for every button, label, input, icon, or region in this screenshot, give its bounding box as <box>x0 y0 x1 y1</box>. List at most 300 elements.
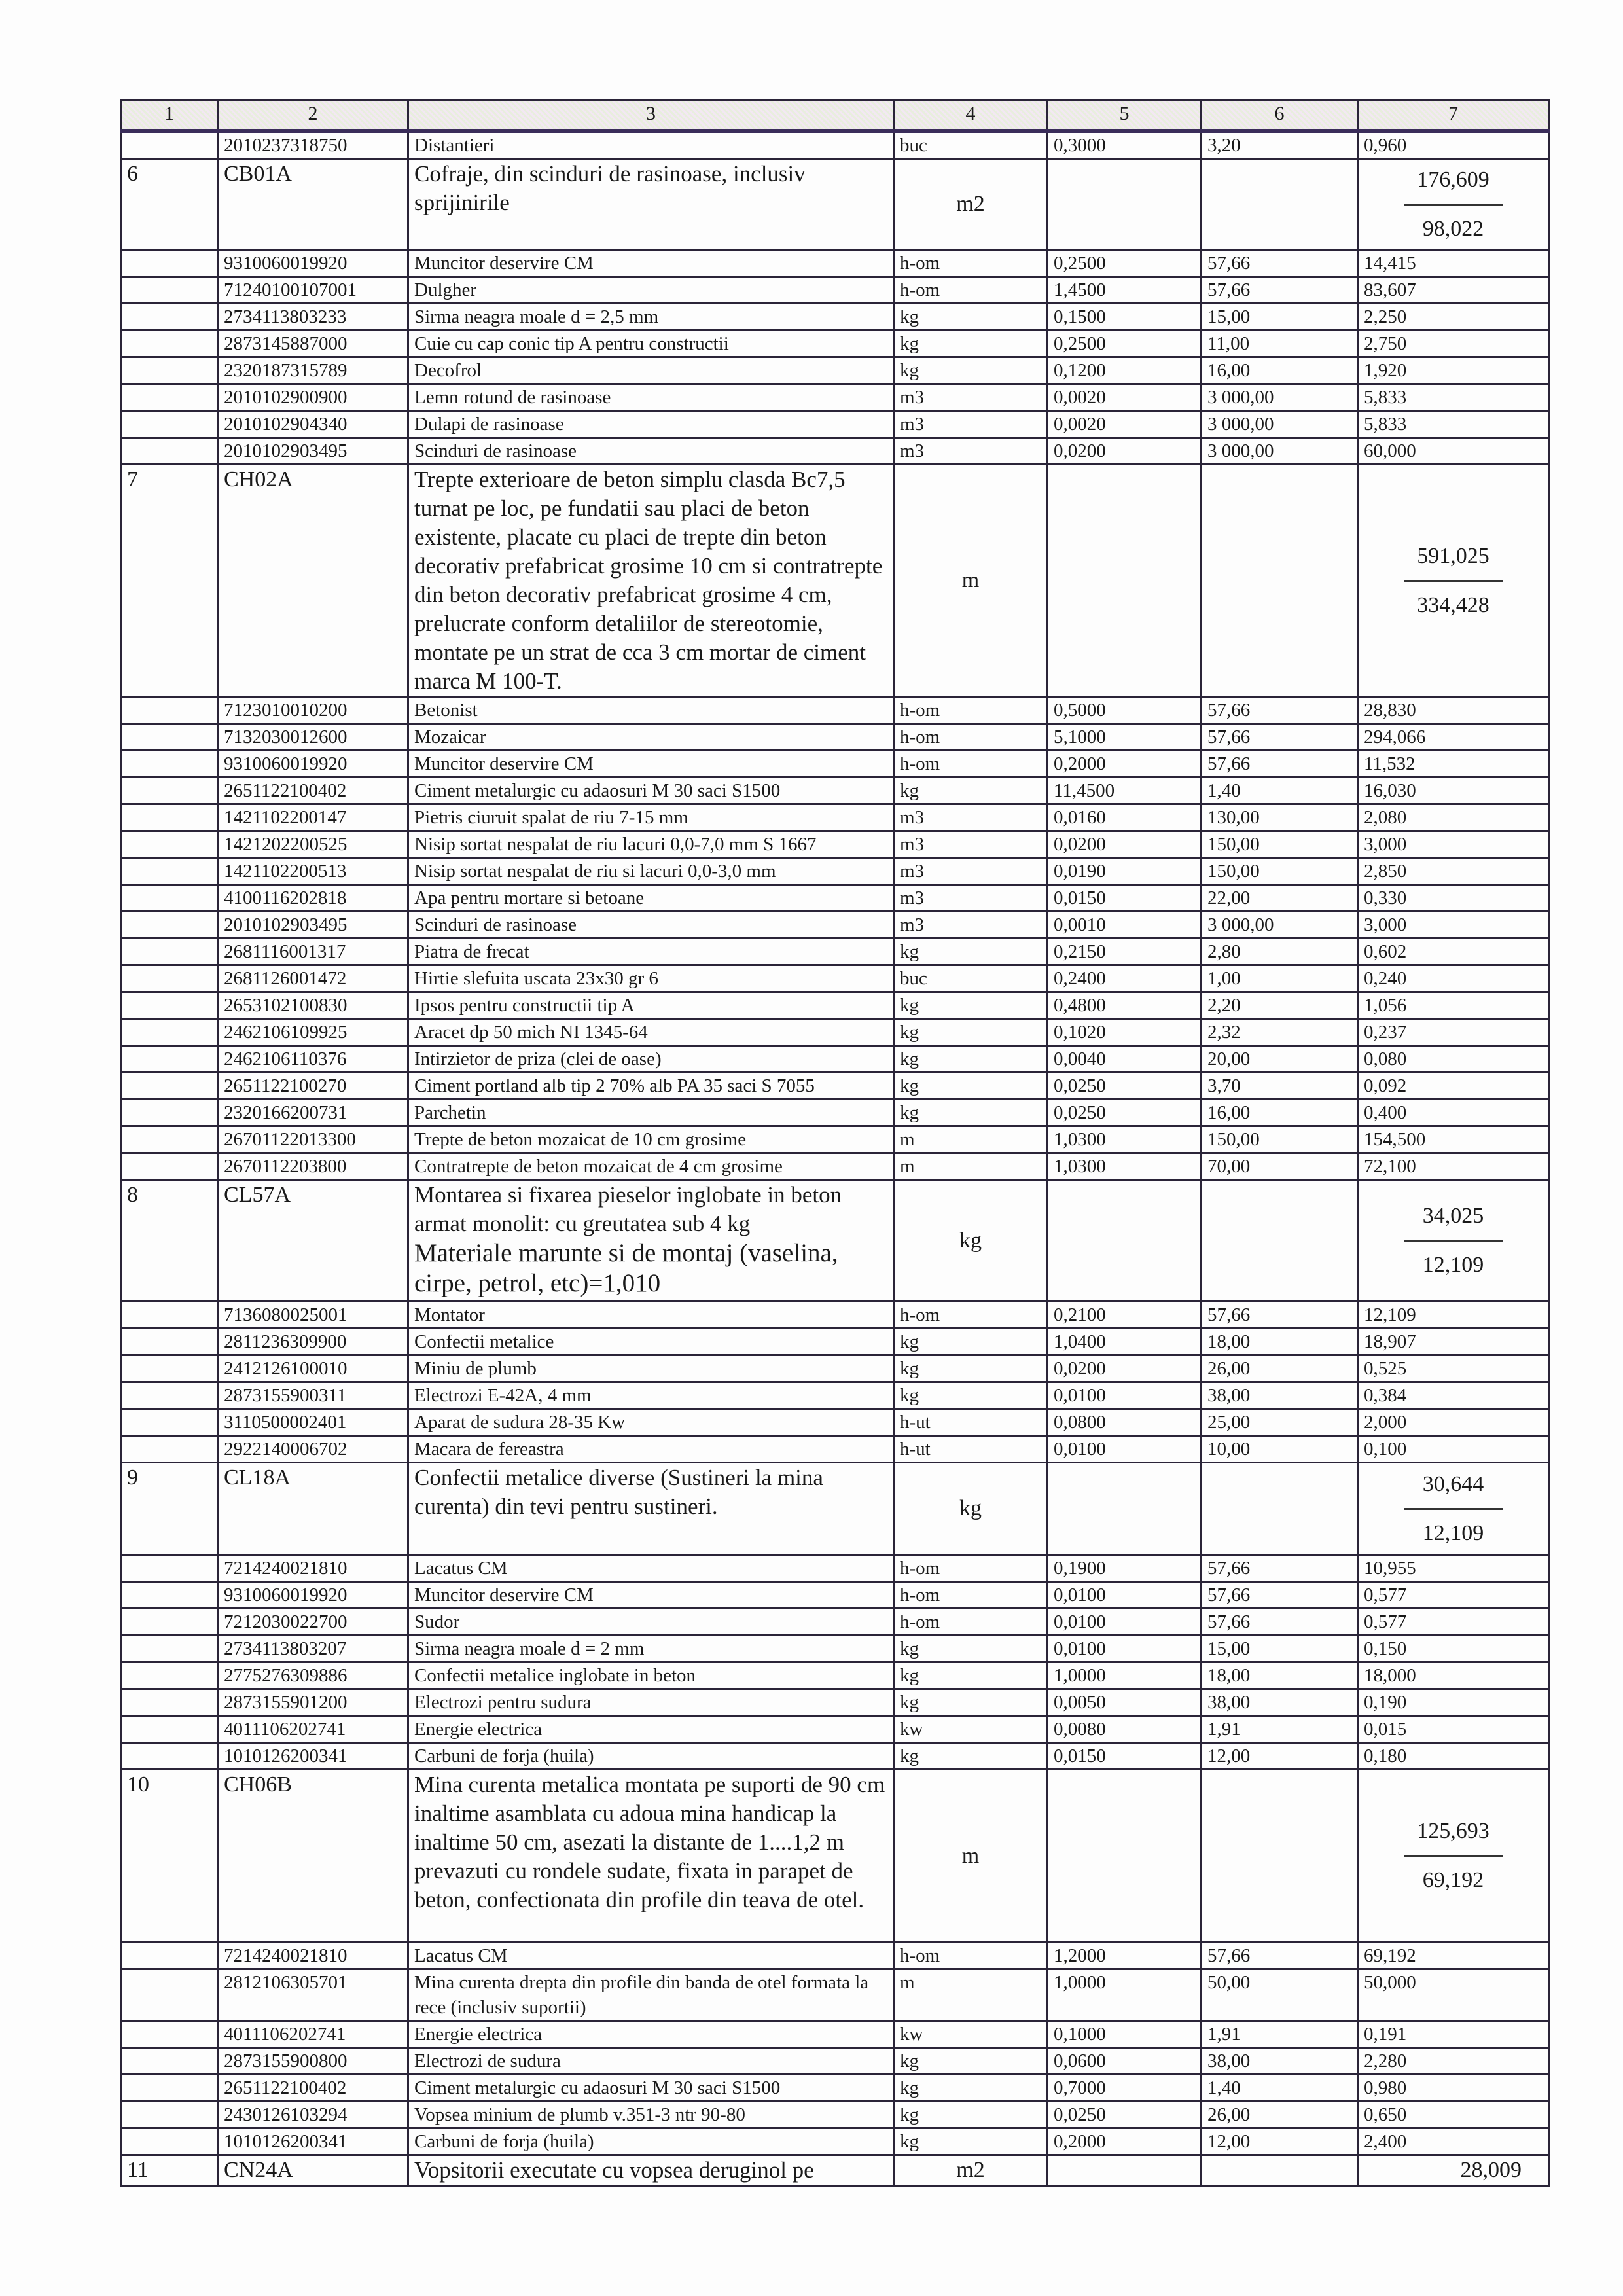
resource-value: 0,525 <box>1358 1355 1549 1382</box>
resource-description: Dulapi de rasinoase <box>408 411 894 438</box>
resource-row <box>121 131 1549 159</box>
resource-quantity: 0,0020 <box>1048 384 1202 411</box>
resource-unit: m3 <box>894 912 1048 939</box>
resource-quantity: 0,2000 <box>1048 751 1202 778</box>
item-total-top: 176,609 <box>1417 167 1489 192</box>
resource-quantity: 1,0000 <box>1048 1969 1202 2021</box>
empty-cell <box>121 2075 218 2102</box>
resource-row <box>121 1436 1549 1463</box>
resource-description: Ciment metalurgic cu adaosuri M 30 saci S1500 <box>408 2075 894 2102</box>
empty-cell <box>121 2048 218 2075</box>
resource-row <box>121 2048 1549 2075</box>
item-description <box>408 1180 894 1302</box>
resource-description: Apa pentru mortare si betoane <box>408 885 894 912</box>
resource-row <box>121 1126 1549 1153</box>
resource-row <box>121 2102 1549 2128</box>
resource-row <box>121 277 1549 304</box>
resource-quantity: 0,0250 <box>1048 1073 1202 1100</box>
resource-code: 1010126200341 <box>218 2128 408 2155</box>
resource-value: 0,577 <box>1358 1582 1549 1609</box>
empty-cell <box>121 1126 218 1153</box>
empty-cell <box>121 1943 218 1969</box>
resource-price: 20,00 <box>1202 1046 1358 1073</box>
resource-quantity: 1,0300 <box>1048 1126 1202 1153</box>
resource-unit: kg <box>894 939 1048 965</box>
resource-description: Intirzietor de priza (clei de oase) <box>408 1046 894 1073</box>
resource-row <box>121 1100 1549 1126</box>
fraction-line <box>1404 204 1503 206</box>
resource-row <box>121 1019 1549 1046</box>
item-total-bottom: 334,428 <box>1417 592 1489 617</box>
resource-row <box>121 304 1549 331</box>
empty-cell <box>121 1555 218 1582</box>
empty-cell <box>121 384 218 411</box>
resource-price: 16,00 <box>1202 357 1358 384</box>
empty-cell <box>121 778 218 804</box>
item-number: 10 <box>121 1770 218 1943</box>
empty-cell <box>121 131 218 159</box>
resource-row <box>121 411 1549 438</box>
item-total-bottom: 98,022 <box>1422 216 1484 241</box>
item-total-top: 30,644 <box>1422 1471 1484 1496</box>
resource-price: 2,80 <box>1202 939 1358 965</box>
resource-price: 25,00 <box>1202 1409 1358 1436</box>
resource-unit: kg <box>894 2128 1048 2155</box>
work-item-row <box>121 2155 1549 2186</box>
resource-description: Ciment metalurgic cu adaosuri M 30 saci S1500 <box>408 778 894 804</box>
resource-quantity: 0,1900 <box>1048 1555 1202 1582</box>
empty-cell <box>121 2128 218 2155</box>
empty-cell <box>121 804 218 831</box>
item-total-bottom: 12,109 <box>1422 1520 1484 1545</box>
item-qty-empty <box>1048 1180 1202 1302</box>
empty-cell <box>121 1689 218 1716</box>
resource-quantity: 0,2100 <box>1048 1302 1202 1329</box>
resource-code: 1421202200525 <box>218 831 408 858</box>
resource-price: 15,00 <box>1202 1636 1358 1662</box>
resource-unit: kg <box>894 2075 1048 2102</box>
resource-description: Betonist <box>408 697 894 724</box>
resource-description: Mozaicar <box>408 724 894 751</box>
resource-quantity: 0,0100 <box>1048 1436 1202 1463</box>
resource-quantity: 1,0000 <box>1048 1662 1202 1689</box>
resource-code: 1421102200513 <box>218 858 408 885</box>
resource-price: 57,66 <box>1202 1582 1358 1609</box>
resource-price: 70,00 <box>1202 1153 1358 1180</box>
resource-row <box>121 2075 1549 2102</box>
item-price-empty <box>1202 465 1358 697</box>
resource-code: 2010102903495 <box>218 912 408 939</box>
item-number: 7 <box>121 465 218 697</box>
resource-row <box>121 438 1549 465</box>
resource-code: 7214240021810 <box>218 1555 408 1582</box>
resource-value: 11,532 <box>1358 751 1549 778</box>
resource-row <box>121 965 1549 992</box>
resource-quantity: 0,0200 <box>1048 438 1202 465</box>
resource-row <box>121 357 1549 384</box>
item-qty-empty <box>1048 159 1202 250</box>
resource-description: Carbuni de forja (huila) <box>408 1743 894 1770</box>
resource-price: 38,00 <box>1202 1382 1358 1409</box>
resource-quantity: 0,2500 <box>1048 250 1202 277</box>
empty-cell <box>121 831 218 858</box>
resource-quantity: 0,0200 <box>1048 831 1202 858</box>
resource-code: 4100116202818 <box>218 885 408 912</box>
resource-description: Piatra de frecat <box>408 939 894 965</box>
resource-unit: kg <box>894 2048 1048 2075</box>
work-item-row <box>121 1770 1549 1943</box>
resource-value: 5,833 <box>1358 384 1549 411</box>
resource-description: Ipsos pentru constructii tip A <box>408 992 894 1019</box>
resource-unit: kg <box>894 357 1048 384</box>
item-unit: m <box>894 465 1048 697</box>
item-price-empty <box>1202 1770 1358 1943</box>
empty-cell <box>121 1153 218 1180</box>
resource-price: 57,66 <box>1202 1555 1358 1582</box>
empty-cell <box>121 1716 218 1743</box>
fraction-line <box>1404 1240 1503 1242</box>
item-total <box>1358 2155 1549 2186</box>
resource-unit: kg <box>894 2102 1048 2128</box>
resource-unit: h-om <box>894 250 1048 277</box>
resource-value: 2,750 <box>1358 331 1549 357</box>
resource-description: Energie electrica <box>408 2021 894 2048</box>
item-unit: kg <box>894 1463 1048 1555</box>
resource-value: 69,192 <box>1358 1943 1549 1969</box>
resource-code: 2651122100270 <box>218 1073 408 1100</box>
resource-description: Macara de fereastra <box>408 1436 894 1463</box>
resource-unit: h-om <box>894 1582 1048 1609</box>
resource-description: Electrozi de sudura <box>408 2048 894 2075</box>
fraction-line <box>1404 580 1503 582</box>
resource-unit: h-om <box>894 697 1048 724</box>
resource-value: 16,030 <box>1358 778 1549 804</box>
resource-value: 0,180 <box>1358 1743 1549 1770</box>
resource-row <box>121 778 1549 804</box>
resource-row <box>121 912 1549 939</box>
resource-unit: kg <box>894 1329 1048 1355</box>
resource-description: Vopsea minium de plumb v.351-3 ntr 90-80 <box>408 2102 894 2128</box>
resource-unit: m3 <box>894 885 1048 912</box>
resource-code: 7214240021810 <box>218 1943 408 1969</box>
resource-row <box>121 1689 1549 1716</box>
empty-cell <box>121 250 218 277</box>
resource-row <box>121 250 1549 277</box>
resource-row <box>121 1153 1549 1180</box>
column-header-3: 3 <box>408 101 894 132</box>
item-total <box>1358 1463 1549 1555</box>
item-unit: m2 <box>894 2155 1048 2186</box>
resource-value: 10,955 <box>1358 1555 1549 1582</box>
resource-value: 83,607 <box>1358 277 1549 304</box>
resource-price: 26,00 <box>1202 2102 1358 2128</box>
item-unit: m2 <box>894 159 1048 250</box>
empty-cell <box>121 992 218 1019</box>
item-description-text: Montarea si fixarea pieselor inglobate in beton armat monolit: cu greutatea sub 4 kg <box>414 1182 842 1236</box>
resource-code: 2651122100402 <box>218 778 408 804</box>
item-qty-empty <box>1048 465 1202 697</box>
empty-cell <box>121 751 218 778</box>
resource-code: 4011106202741 <box>218 1716 408 1743</box>
resource-value: 2,400 <box>1358 2128 1549 2155</box>
empty-cell <box>121 1436 218 1463</box>
resource-quantity: 0,0100 <box>1048 1582 1202 1609</box>
resource-code: 4011106202741 <box>218 2021 408 2048</box>
item-qty-empty <box>1048 1463 1202 1555</box>
resource-price: 3,20 <box>1202 131 1358 159</box>
resource-quantity: 0,0250 <box>1048 2102 1202 2128</box>
resource-description: Lemn rotund de rasinoase <box>408 384 894 411</box>
resource-description: Miniu de plumb <box>408 1355 894 1382</box>
item-total-top: 34,025 <box>1422 1204 1484 1228</box>
resource-description: Contratrepte de beton mozaicat de 4 cm grosime <box>408 1153 894 1180</box>
resource-code: 2653102100830 <box>218 992 408 1019</box>
resource-description: Ciment portland alb tip 2 70% alb PA 35 saci S 7055 <box>408 1073 894 1100</box>
resource-price: 2,20 <box>1202 992 1358 1019</box>
resource-price: 1,00 <box>1202 965 1358 992</box>
empty-cell <box>121 1100 218 1126</box>
empty-cell <box>121 939 218 965</box>
resource-code: 7132030012600 <box>218 724 408 751</box>
resource-row <box>121 1743 1549 1770</box>
item-total <box>1358 1770 1549 1943</box>
empty-cell <box>121 2102 218 2128</box>
resource-quantity: 0,5000 <box>1048 697 1202 724</box>
resource-unit: h-ut <box>894 1436 1048 1463</box>
resource-value: 1,056 <box>1358 992 1549 1019</box>
resource-price: 57,66 <box>1202 1302 1358 1329</box>
empty-cell <box>121 331 218 357</box>
empty-cell <box>121 304 218 331</box>
item-qty-empty <box>1048 2155 1202 2186</box>
item-total-top: 591,025 <box>1417 543 1489 568</box>
resource-value: 0,100 <box>1358 1436 1549 1463</box>
resource-price: 150,00 <box>1202 858 1358 885</box>
resource-unit: kg <box>894 1019 1048 1046</box>
resource-unit: m3 <box>894 411 1048 438</box>
resource-value: 2,850 <box>1358 858 1549 885</box>
item-description-extra: Materiale marunte si de montaj (vaselina, cirpe, petrol, etc)=1,010 <box>414 1239 838 1297</box>
empty-cell <box>121 1019 218 1046</box>
work-item-row <box>121 1463 1549 1555</box>
resource-row <box>121 1662 1549 1689</box>
resource-description: Pietris ciuruit spalat de riu 7-15 mm <box>408 804 894 831</box>
resource-code: 2681126001472 <box>218 965 408 992</box>
resource-row <box>121 2128 1549 2155</box>
resource-value: 2,080 <box>1358 804 1549 831</box>
resource-price: 57,66 <box>1202 724 1358 751</box>
resource-code: 2873145887000 <box>218 331 408 357</box>
resource-value: 0,400 <box>1358 1100 1549 1126</box>
resource-price: 1,40 <box>1202 778 1358 804</box>
resource-unit: m3 <box>894 438 1048 465</box>
resource-price: 15,00 <box>1202 304 1358 331</box>
resource-value: 3,000 <box>1358 912 1549 939</box>
item-description <box>408 1770 894 1943</box>
item-total-top: 125,693 <box>1417 1819 1489 1843</box>
resource-price: 1,40 <box>1202 2075 1358 2102</box>
resource-price: 3 000,00 <box>1202 384 1358 411</box>
resource-quantity: 0,0100 <box>1048 1609 1202 1636</box>
resource-code: 2462106110376 <box>218 1046 408 1073</box>
empty-cell <box>121 1302 218 1329</box>
resource-description: Scinduri de rasinoase <box>408 912 894 939</box>
resource-description: Parchetin <box>408 1100 894 1126</box>
item-description <box>408 159 894 250</box>
resource-value: 12,109 <box>1358 1302 1549 1329</box>
resource-price: 57,66 <box>1202 277 1358 304</box>
resource-quantity: 0,2500 <box>1048 331 1202 357</box>
resource-value: 0,330 <box>1358 885 1549 912</box>
resource-code: 2873155900800 <box>218 2048 408 2075</box>
resource-row <box>121 992 1549 1019</box>
resource-quantity: 1,0400 <box>1048 1329 1202 1355</box>
resource-quantity: 0,0100 <box>1048 1382 1202 1409</box>
resource-description: Distantieri <box>408 131 894 159</box>
resource-value: 18,000 <box>1358 1662 1549 1689</box>
empty-cell <box>121 2021 218 2048</box>
resource-value: 5,833 <box>1358 411 1549 438</box>
item-price-empty <box>1202 1463 1358 1555</box>
item-code: CL18A <box>218 1463 408 1555</box>
resource-unit: kg <box>894 1636 1048 1662</box>
resource-unit: kg <box>894 1100 1048 1126</box>
resource-description: Lacatus CM <box>408 1943 894 1969</box>
item-total-top: 28,009 <box>1460 2158 1522 2182</box>
resource-description: Hirtie slefuita uscata 23x30 gr 6 <box>408 965 894 992</box>
resource-value: 0,150 <box>1358 1636 1549 1662</box>
item-total-bottom: 69,192 <box>1422 1868 1484 1892</box>
resource-unit: m3 <box>894 831 1048 858</box>
resource-unit: kg <box>894 992 1048 1019</box>
resource-description: Sudor <box>408 1609 894 1636</box>
resource-description: Nisip sortat nespalat de riu si lacuri 0,0-3,0 mm <box>408 858 894 885</box>
resource-value: 60,000 <box>1358 438 1549 465</box>
resource-code: 3110500002401 <box>218 1409 408 1436</box>
resource-price: 26,00 <box>1202 1355 1358 1382</box>
resource-value: 0,960 <box>1358 131 1549 159</box>
work-item-row <box>121 1180 1549 1302</box>
resource-unit: buc <box>894 131 1048 159</box>
resource-price: 1,91 <box>1202 1716 1358 1743</box>
resource-unit: h-om <box>894 724 1048 751</box>
resource-quantity: 0,1000 <box>1048 2021 1202 2048</box>
resource-description: Aparat de sudura 28-35 Kw <box>408 1409 894 1436</box>
empty-cell <box>121 912 218 939</box>
resource-quantity: 0,3000 <box>1048 131 1202 159</box>
empty-cell <box>121 438 218 465</box>
resource-row <box>121 1555 1549 1582</box>
resource-price: 11,00 <box>1202 331 1358 357</box>
resource-row <box>121 331 1549 357</box>
resource-quantity: 0,1500 <box>1048 304 1202 331</box>
resource-unit: h-om <box>894 1302 1048 1329</box>
resource-code: 71240100107001 <box>218 277 408 304</box>
resource-value: 2,000 <box>1358 1409 1549 1436</box>
resource-price: 57,66 <box>1202 1943 1358 1969</box>
resource-code: 9310060019920 <box>218 1582 408 1609</box>
resource-price: 150,00 <box>1202 1126 1358 1153</box>
resource-price: 38,00 <box>1202 1689 1358 1716</box>
resource-quantity: 1,0300 <box>1048 1153 1202 1180</box>
resource-value: 294,066 <box>1358 724 1549 751</box>
resource-description: Nisip sortat nespalat de riu lacuri 0,0-7,0 mm S 1667 <box>408 831 894 858</box>
item-description-text: Trepte exterioare de beton simplu clasda Bc7,5 turnat pe loc, pe fundatii sau placi de beton existente, placate cu placi de trepte din beton decorativ prefabricat grosime 10 cm si contratrepte din beton decorativ prefabricat grosime 4 cm, prelucrate conform detaliilor de stereotomie, montate pe un strat de cca 3 cm mortar de ciment marca M 100-T. <box>414 467 883 694</box>
resource-code: 2670112203800 <box>218 1153 408 1180</box>
resource-value: 0,080 <box>1358 1046 1549 1073</box>
item-code: CN24A <box>218 2155 408 2186</box>
column-header-2: 2 <box>218 101 408 132</box>
resource-unit: h-om <box>894 751 1048 778</box>
resource-code: 7123010010200 <box>218 697 408 724</box>
resource-row <box>121 2021 1549 2048</box>
resource-value: 2,250 <box>1358 304 1549 331</box>
resource-quantity: 0,0200 <box>1048 1355 1202 1382</box>
resource-price: 57,66 <box>1202 1609 1358 1636</box>
resource-row <box>121 384 1549 411</box>
resource-quantity: 0,1020 <box>1048 1019 1202 1046</box>
resource-row <box>121 697 1549 724</box>
resource-row <box>121 1409 1549 1436</box>
empty-cell <box>121 724 218 751</box>
resource-price: 16,00 <box>1202 1100 1358 1126</box>
column-number-header <box>121 101 1549 132</box>
resource-row <box>121 1716 1549 1743</box>
resource-value: 154,500 <box>1358 1126 1549 1153</box>
resource-row <box>121 858 1549 885</box>
resource-quantity: 1,2000 <box>1048 1943 1202 1969</box>
item-number: 9 <box>121 1463 218 1555</box>
resource-code: 7212030022700 <box>218 1609 408 1636</box>
empty-cell <box>121 1073 218 1100</box>
resource-code: 1421102200147 <box>218 804 408 831</box>
resource-price: 2,32 <box>1202 1019 1358 1046</box>
resource-price: 3,70 <box>1202 1073 1358 1100</box>
item-description-text: Cofraje, din scinduri de rasinoase, inclusiv sprijinirile <box>414 161 806 215</box>
item-code: CH02A <box>218 465 408 697</box>
resource-price: 50,00 <box>1202 1969 1358 2021</box>
item-qty-empty <box>1048 1770 1202 1943</box>
item-description-text: Mina curenta metalica montata pe suporti de 90 cm inaltime asamblata cu adoua mina handicap la inaltime 50 cm, asezati la distante de 1....1,2 m prevazuti cu rondele sudate, fixata in parapet de beton, confectionata din profile din teava de otel. <box>414 1772 885 1912</box>
resource-unit: m3 <box>894 384 1048 411</box>
resource-row <box>121 1046 1549 1073</box>
resource-value: 0,190 <box>1358 1689 1549 1716</box>
resource-price: 18,00 <box>1202 1329 1358 1355</box>
resource-row <box>121 939 1549 965</box>
resource-code: 2010237318750 <box>218 131 408 159</box>
column-header-5: 5 <box>1048 101 1202 132</box>
resource-row <box>121 1943 1549 1969</box>
column-header-4: 4 <box>894 101 1048 132</box>
resource-quantity: 1,4500 <box>1048 277 1202 304</box>
resource-code: 2320187315789 <box>218 357 408 384</box>
resource-code: 2873155900311 <box>218 1382 408 1409</box>
resource-quantity: 0,2000 <box>1048 2128 1202 2155</box>
resource-quantity: 0,0250 <box>1048 1100 1202 1126</box>
resource-price: 57,66 <box>1202 751 1358 778</box>
resource-value: 18,907 <box>1358 1329 1549 1355</box>
resource-quantity: 0,2400 <box>1048 965 1202 992</box>
resource-quantity: 0,0150 <box>1048 1743 1202 1770</box>
item-unit: kg <box>894 1180 1048 1302</box>
empty-cell <box>121 1662 218 1689</box>
resource-row <box>121 1073 1549 1100</box>
resource-description: Dulgher <box>408 277 894 304</box>
resource-description: Trepte de beton mozaicat de 10 cm grosime <box>408 1126 894 1153</box>
resource-code: 2320166200731 <box>218 1100 408 1126</box>
resource-description: Scinduri de rasinoase <box>408 438 894 465</box>
resource-row <box>121 1302 1549 1329</box>
